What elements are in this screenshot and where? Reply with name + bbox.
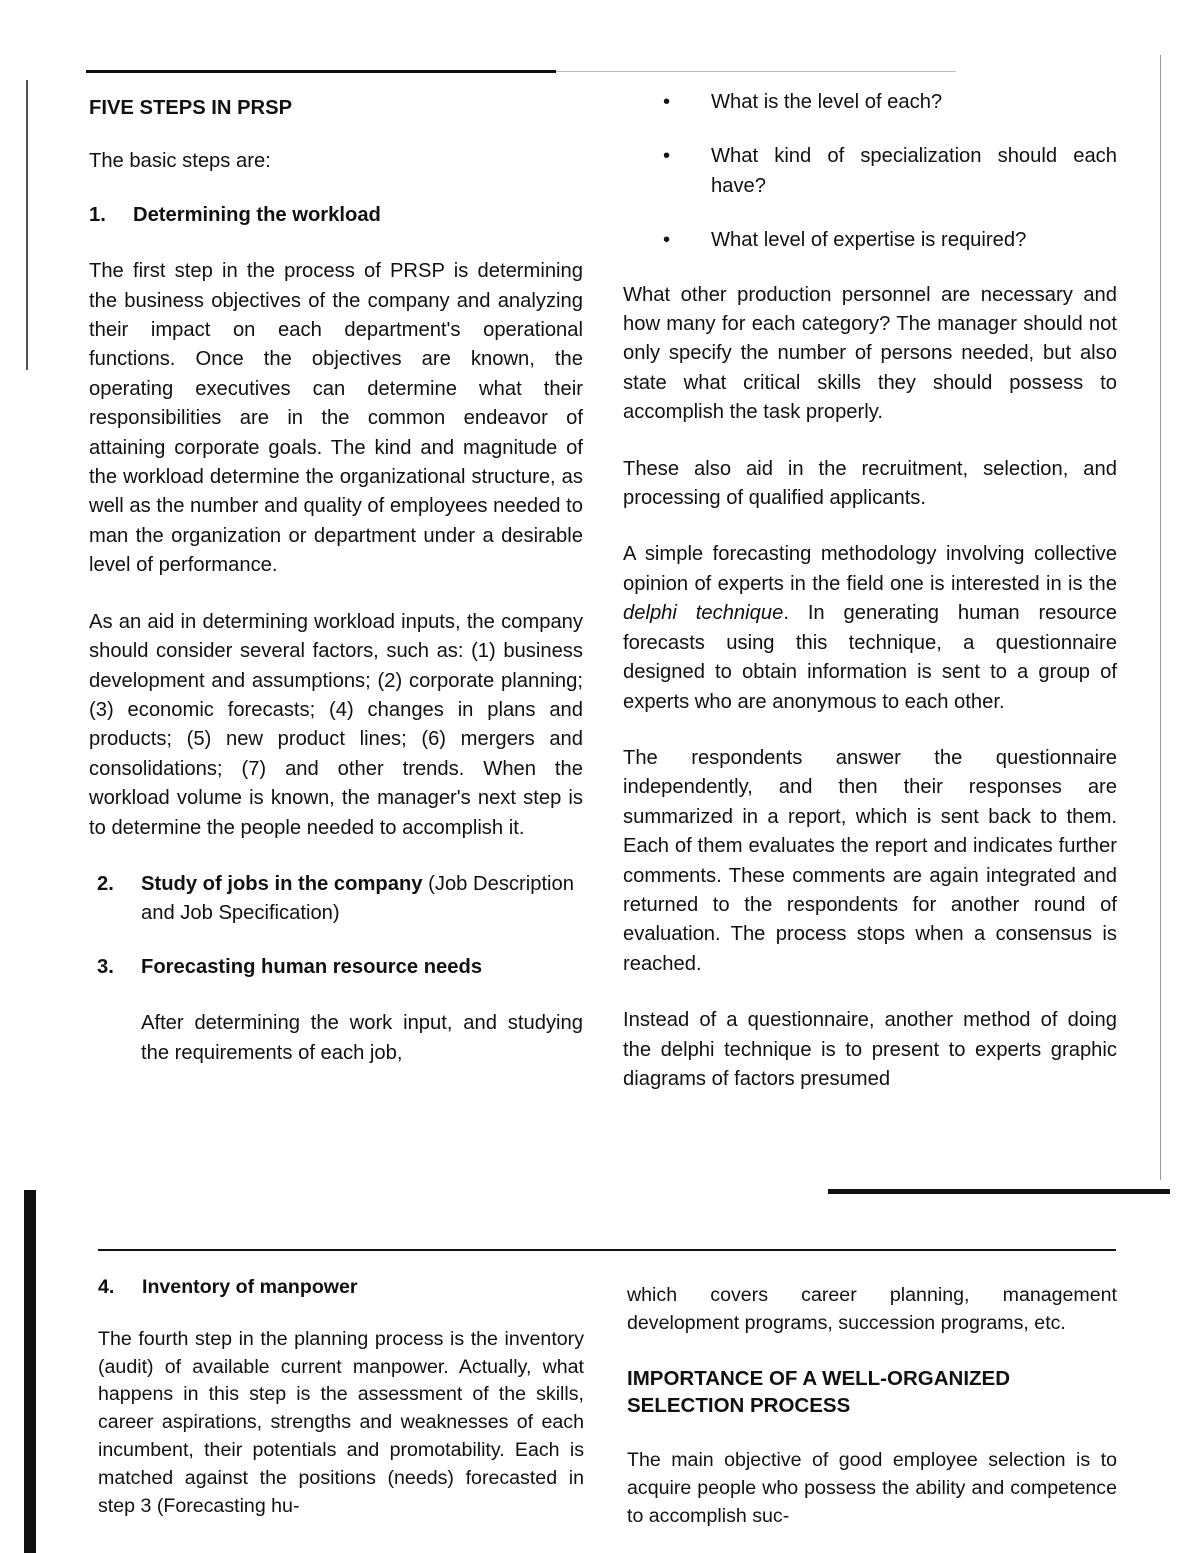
step1-title: Determining the workload (133, 203, 381, 226)
lower-right-column (627, 1282, 1117, 1531)
step3-paragraph: After determining the work input, and studying the requirements of each job, (141, 1012, 583, 1064)
step2-title: Study of jobs in the company (141, 872, 423, 895)
top-rule (86, 70, 556, 73)
step1-paragraph-2: As an aid in determining workload inputs, the company should consider several factors, such as: (1) business development and assumptions; (2) corporate planning; (3) economic forecasts; (4) changes in plans and products; (5) new product lines; (6) mergers and consolidations; (7) and other trends. When the workload volume is known, the manager's next step is to determine the people needed to accomplish it. (89, 610, 583, 839)
upper-left-column (89, 94, 583, 1068)
bullet-text: What kind of specialization should each have? (711, 145, 1117, 197)
step1-heading (89, 201, 583, 230)
step4-title: Inventory of manpower (142, 1276, 358, 1298)
graphic-method-paragraph: Instead of a questionnaire, another method of doing the delphi technique is to present to experts graphic diagrams of factors presumed (623, 1009, 1117, 1090)
step4-number: 4. (98, 1276, 115, 1298)
intro-text: The basic steps are: (89, 150, 271, 173)
step4-heading (98, 1274, 584, 1302)
list-item (623, 226, 1117, 255)
step3-number: 3. (97, 955, 114, 978)
selection-paragraph: The main objective of good employee selection is to acquire people who possess the ability and competence to accomplish suc- (627, 1449, 1117, 1527)
bullet-icon: • (663, 145, 671, 168)
bullet-text: What is the level of each? (711, 91, 943, 113)
list-item (623, 142, 1117, 201)
step1-paragraph-1: The first step in the process of PRSP is determining the business objectives of the company and analyzing their impact on each department's operational functions. Once the objectives are known, the operating executives can determine what their responsibilities are in the common endeavor of attaining corporate goals. The kind and magnitude of the workload determine the organizational structure, as well as the number and quality of employees needed to man the organization or department under a desirable level of performance. (89, 260, 583, 577)
question-list (623, 88, 1117, 256)
respondents-paragraph: The respondents answer the questionnaire independently, and then their responses are summarized in a report, which is sent back to them. Each of them evaluates the report and indicates further comments. These comments are again integrated and returned to the respondents for another round of evaluation. The process stops when a consensus is reached. (623, 746, 1117, 975)
bullet-text: What level of expertise is required? (711, 229, 1027, 252)
step3-heading (89, 953, 583, 982)
personnel-paragraph: What other production personnel are necessary and how many for each category? The manager should not only specify the number of persons needed, but also state what critical skills they should possess to accomplish the task properly. (623, 283, 1117, 424)
section-title: FIVE STEPS IN PRSP (89, 97, 293, 119)
step2-number: 2. (97, 872, 114, 895)
upper-right-column (623, 88, 1117, 1094)
step3-title: Forecasting human resource needs (141, 955, 483, 978)
right-page-edge (1160, 55, 1161, 1180)
column-end-rule (828, 1189, 1170, 1194)
step4-paragraph: The fourth step in the planning process is the inventory (audit) of available current manpower. Actually, what happens in this step is the assessment of the skills, career aspirations, strengths and weaknesses of each incumbent, their potentials and promotability. Each is matched against the positions (needs) forecasted in step 3 (Forecasting hu- (98, 1327, 584, 1517)
recruitment-paragraph: These also aid in the recruitment, selection, and processing of qualified applicants. (623, 457, 1117, 510)
step2-heading (89, 870, 583, 929)
delphi-text-a: A simple forecasting methodology involving collective opinion of experts in the field one is interested in is the (623, 543, 1117, 595)
step2-text (141, 870, 583, 929)
page-divider-rule (98, 1249, 1116, 1251)
list-item (623, 88, 1117, 117)
career-paragraph: which covers career planning, management development programs, succession programs, etc. (627, 1284, 1117, 1334)
top-rule-faint (556, 71, 956, 72)
selection-heading: IMPORTANCE OF A WELL-ORGANIZED SELECTION PROCESS (627, 1366, 1011, 1418)
delphi-paragraph (623, 540, 1117, 716)
step1-number: 1. (89, 203, 106, 226)
bullet-icon: • (663, 91, 671, 113)
lower-left-column (98, 1274, 584, 1520)
left-scan-shadow (24, 1190, 36, 1553)
delphi-text-b: . In generating human resource forecasts using this technique, a questionnaire designed to obtain information is sent to a group of experts who are anonymous to each other. (623, 602, 1117, 713)
left-page-edge (26, 80, 28, 370)
delphi-term: delphi technique (623, 602, 784, 625)
bullet-icon: • (663, 229, 671, 252)
step2-rest: (Job Description and Job Specification) (141, 872, 574, 925)
